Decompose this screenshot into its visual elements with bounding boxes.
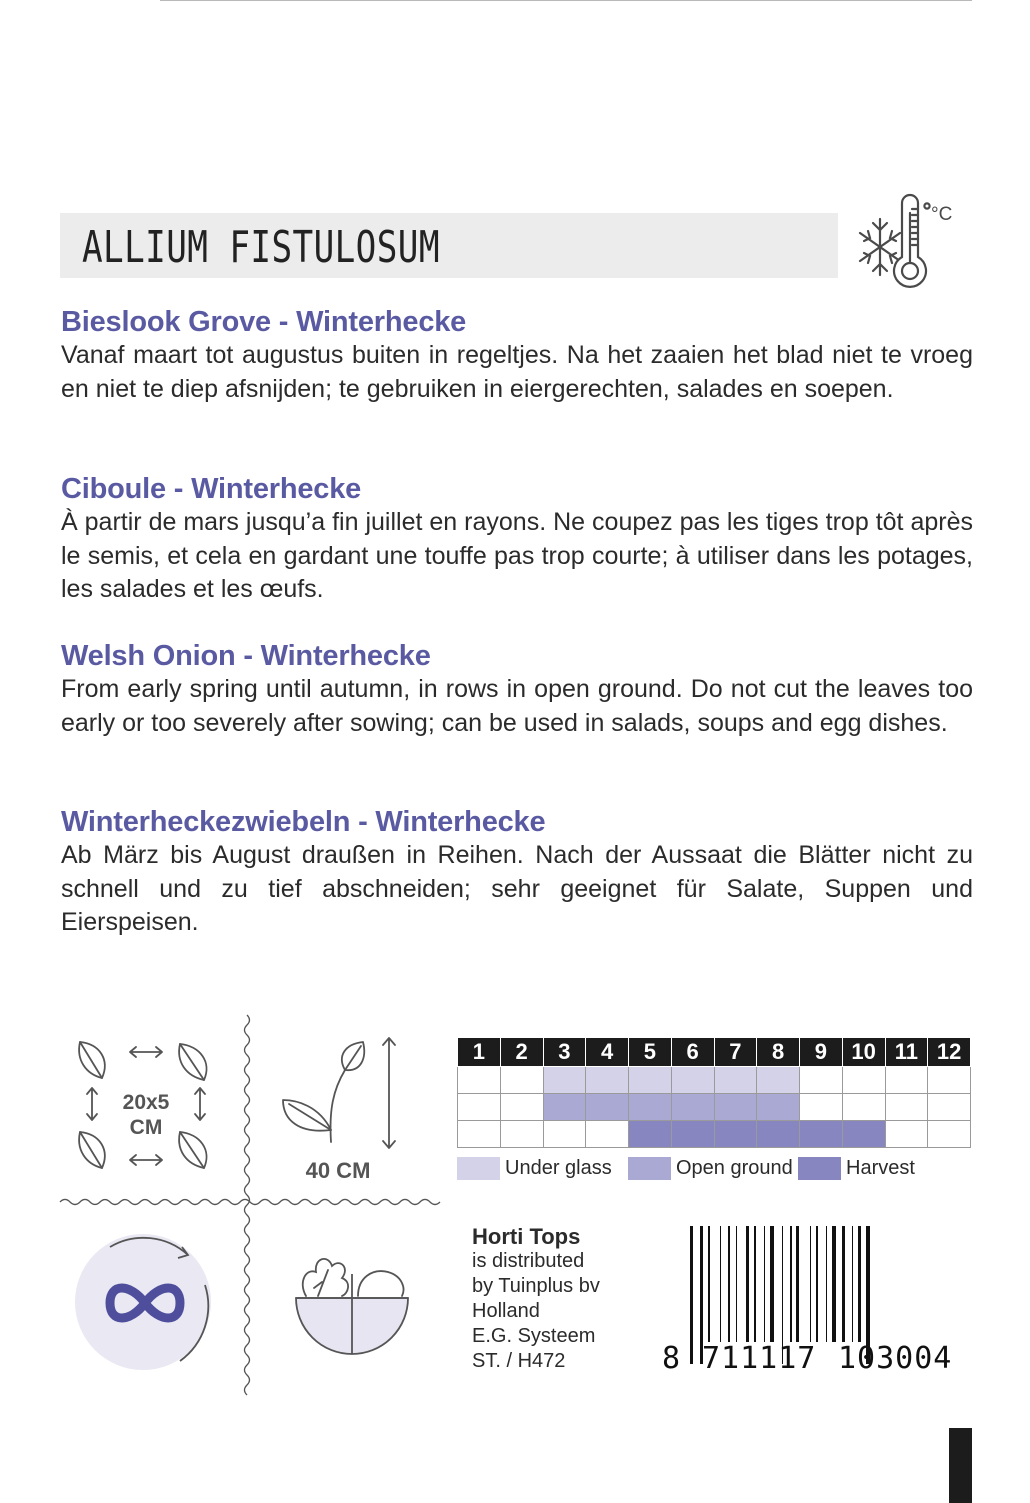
legend-harvest [798, 1157, 915, 1180]
spacing-unit: CM [129, 1116, 163, 1139]
barcode-bar [852, 1226, 853, 1342]
section-text: From early spring until autumn, in rows in open ground. Do not cut the leaves too early or too severely after sowing; can be used in salads, soups and egg dishes. [61, 675, 973, 737]
calendar-row [458, 1094, 971, 1121]
month-header: 11 [885, 1038, 928, 1067]
month-header: 3 [543, 1038, 586, 1067]
calendar-cell [800, 1067, 843, 1094]
barcode-bar [720, 1226, 721, 1342]
height-label: 40 CM [305, 1158, 371, 1183]
calendar-cell [885, 1094, 928, 1121]
barcode-bar [790, 1226, 792, 1342]
calendar-cell [757, 1094, 800, 1121]
calendar-cell [629, 1067, 672, 1094]
legend-swatch [798, 1157, 841, 1180]
plant-height-icon [275, 1030, 425, 1185]
horizontal-divider [60, 1196, 440, 1208]
calendar-cell [500, 1094, 543, 1121]
legend-swatch [457, 1157, 500, 1180]
calendar-cell [629, 1094, 672, 1121]
barcode-first-digit: 8 [662, 1341, 681, 1376]
distributor-line: is distributed [472, 1250, 585, 1272]
month-header: 10 [842, 1038, 885, 1067]
barcode-right-digits: 103004 [838, 1341, 953, 1376]
top-rule [160, 0, 972, 1]
barcode-bar [746, 1226, 749, 1342]
salad-bowl-icon [292, 1238, 417, 1363]
month-header: 6 [671, 1038, 714, 1067]
sowing-calendar [457, 1037, 971, 1148]
legend-under-glass [457, 1157, 612, 1180]
calendar-cell [586, 1067, 629, 1094]
month-header: 7 [714, 1038, 757, 1067]
barcode-bar [796, 1226, 799, 1342]
distributor-line: E.G. Systeem [472, 1325, 596, 1347]
legend-open-ground [628, 1157, 793, 1180]
month-header: 5 [629, 1038, 672, 1067]
barcode-bar [770, 1226, 774, 1342]
section-french [61, 472, 973, 607]
calendar-cell [885, 1121, 928, 1148]
barcode-bar [736, 1226, 737, 1342]
calendar-cell [757, 1121, 800, 1148]
edge-mark [949, 1428, 972, 1503]
calendar-cell [458, 1094, 501, 1121]
barcode-bar [708, 1226, 710, 1342]
barcode-bar [764, 1226, 765, 1342]
barcode-bar [810, 1226, 811, 1342]
calendar-cell [714, 1121, 757, 1148]
distributor-line: Holland [472, 1300, 540, 1322]
calendar-cell [714, 1094, 757, 1121]
calendar-cell [500, 1121, 543, 1148]
distributor-info [472, 1224, 600, 1374]
calendar-cell [586, 1121, 629, 1148]
calendar-cell [800, 1094, 843, 1121]
frost-thermometer-icon [856, 193, 953, 293]
distributor-line: ST. / H472 [472, 1350, 566, 1372]
month-header: 4 [586, 1038, 629, 1067]
calendar-cell [458, 1121, 501, 1148]
calendar-cell [671, 1094, 714, 1121]
calendar-cell [842, 1094, 885, 1121]
calendar-cell [928, 1121, 971, 1148]
barcode-bar [816, 1226, 818, 1342]
barcode-bar [842, 1226, 845, 1342]
section-title: Bieslook Grove - Winterhecke [61, 306, 467, 338]
legend-swatch [628, 1157, 671, 1180]
section-text: À partir de mars jusqu’a fin juillet en rayons. Ne coupez pas les tiges trop tôt après le semis, et cela en gardant une touffe pas trop courte; à utiliser dans les potages, les salades et les œufs. [61, 508, 973, 603]
section-title: Welsh Onion - Winterhecke [61, 640, 431, 672]
calendar-cell [800, 1121, 843, 1148]
calendar-cell [714, 1067, 757, 1094]
barcode-bar [858, 1226, 861, 1342]
calendar-cell [629, 1121, 672, 1148]
calendar-cell [543, 1067, 586, 1094]
calendar-cell [543, 1094, 586, 1121]
calendar-cell [842, 1067, 885, 1094]
legend-label: Harvest [846, 1157, 915, 1179]
barcode-bar [690, 1226, 693, 1364]
section-text: Vanaf maart tot augustus buiten in regeltjes. Na het zaaien het blad niet te vroeg en niet te diep afsnijden; te gebruiken in eiergerechten, salades en soepen. [61, 341, 973, 403]
spacing-label: 20x5 [122, 1091, 170, 1114]
barcode-bar [826, 1226, 827, 1342]
section-german [61, 805, 973, 940]
section-title: Ciboule - Winterhecke [61, 473, 362, 505]
calendar-cell [671, 1121, 714, 1148]
section-title: Winterheckezwiebeln - Winterhecke [61, 806, 546, 838]
barcode [660, 1226, 975, 1376]
legend-label: Open ground [676, 1157, 793, 1179]
calendar-cell [543, 1121, 586, 1148]
section-english [61, 639, 973, 740]
calendar-cell [671, 1067, 714, 1094]
brand-name: Horti Tops [472, 1224, 581, 1249]
month-header: 1 [458, 1038, 501, 1067]
calendar-cell [885, 1067, 928, 1094]
month-header: 12 [928, 1038, 971, 1067]
calendar-cell [586, 1094, 629, 1121]
calendar-row [458, 1067, 971, 1094]
calendar-row [458, 1121, 971, 1148]
calendar-cell [500, 1067, 543, 1094]
barcode-left-digits: 711117 [702, 1341, 817, 1376]
barcode-bar [832, 1226, 836, 1342]
month-header: 9 [800, 1038, 843, 1067]
distributor-line: by Tuinplus bv [472, 1275, 600, 1297]
section-text: Ab März bis August draußen in Reihen. Nach der Aussaat die Blätter nicht zu schnell und zu tief abschneiden; sehr geeignet für Salate, Suppen und Eierspeisen. [61, 841, 973, 936]
calendar-cell [928, 1067, 971, 1094]
calendar-cell [757, 1067, 800, 1094]
barcode-bar [754, 1226, 756, 1342]
calendar-cell [842, 1121, 885, 1148]
legend-label: Under glass [505, 1157, 612, 1179]
infinity-icon [70, 1225, 220, 1375]
barcode-bar [728, 1226, 730, 1342]
section-dutch [61, 305, 973, 406]
celsius-label: °C [931, 204, 953, 225]
latin-name: ALLIUM FISTULOSUM [82, 222, 440, 273]
calendar-cell [458, 1067, 501, 1094]
plant-spacing-icon [62, 1030, 232, 1180]
month-header: 8 [757, 1038, 800, 1067]
month-header: 2 [500, 1038, 543, 1067]
calendar-cell [928, 1094, 971, 1121]
